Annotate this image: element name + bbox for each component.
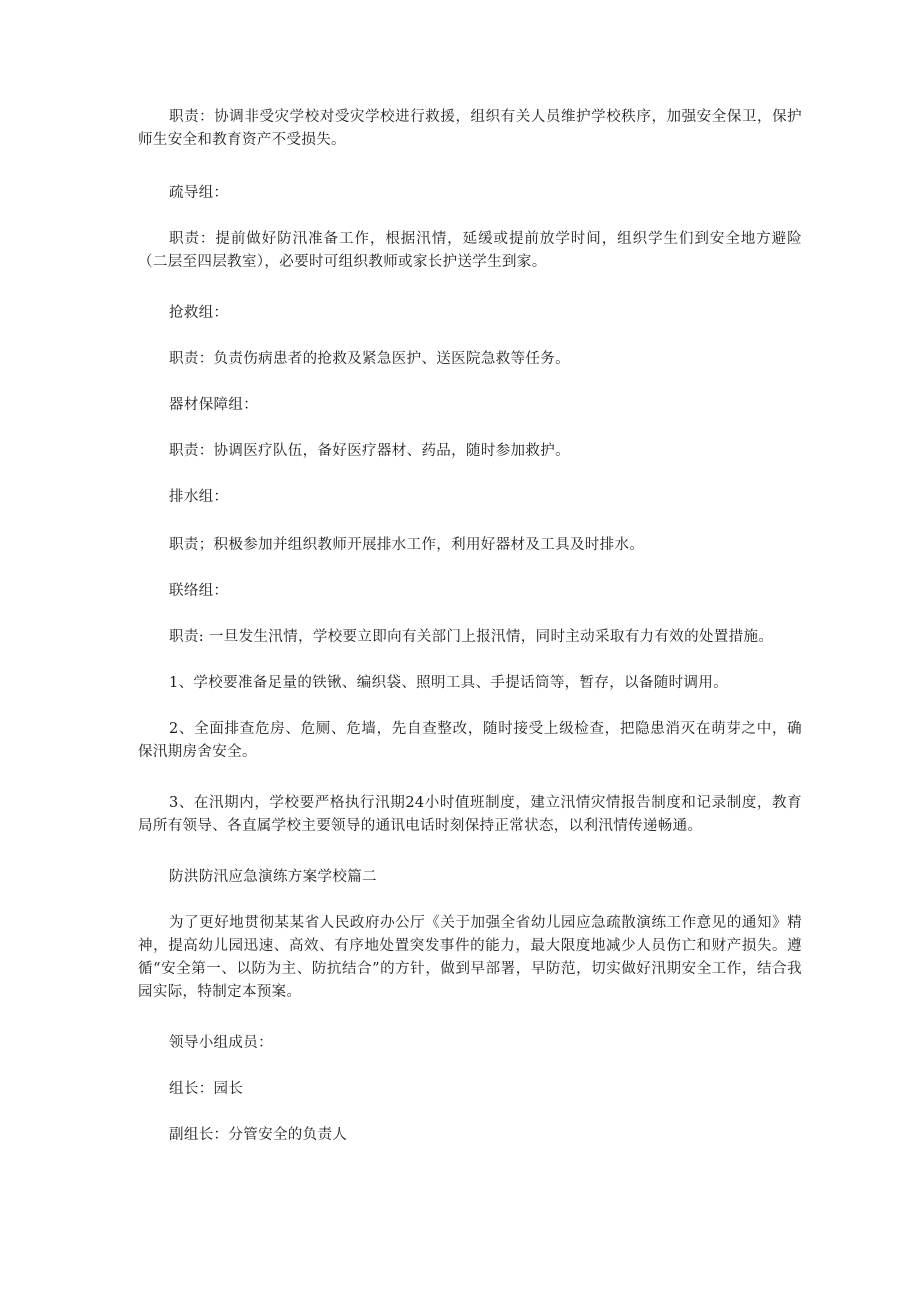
paragraph-duty-guidance: 职责：提前做好防汛准备工作，根据汛情，延缓或提前放学时间，组织学生们到安全地方避险（二层至四层教室），必要时可组织教师或家长护送学生到家。 — [138, 231, 802, 270]
paragraph-intro-part-two: 为了更好地贯彻某某省人民政府办公厅《关于加强全省幼儿园应急疏散演练工作意见的通知》精神，提高幼儿园迅速、高效、有序地处置突发事件的能力，最大限度地减少人员伤亡和财产损失。遵循“安全第一、以防为主、防抗结合”的方针，做到早部署，早防范，切实做好汛期安全工作，结合我园实际，特制定本预案。 — [138, 915, 802, 1000]
paragraph-duty-drainage: 职责；积极参加并组织教师开展排水工作，利用好器材及工具及时排水。 — [169, 537, 645, 553]
leader-entry: 组长：园长 — [169, 1081, 244, 1097]
paragraph-duty-liaison: 职责: 一旦发生汛情，学校要立即向有关部门上报汛情，同时主动采取有力有效的处置措施。 — [169, 629, 774, 645]
deputy-leader-entry: 副组长：分管安全的负责人 — [169, 1127, 348, 1143]
heading-rescue-group: 抢救组： — [169, 305, 229, 321]
paragraph-duty-coordination: 职责：协调非受灾学校对受灾学校进行救援，组织有关人员维护学校秩序，加强安全保卫，保护师生安全和教育资产不受损失。 — [138, 109, 802, 148]
paragraph-duty-rescue: 职责：负责伤病患者的抢救及紧急医护、送医院急救等任务。 — [169, 351, 570, 367]
heading-equipment-group: 器材保障组： — [169, 397, 259, 413]
heading-guidance-group: 疏导组： — [169, 185, 229, 201]
section-title-part-two: 防洪防汛应急演练方案学校篇二 — [169, 869, 377, 885]
paragraph-duty-equipment: 职责：协调医疗队伍，备好医疗器材、药品，随时参加救护。 — [169, 443, 570, 459]
heading-leadership-members: 领导小组成员： — [169, 1035, 273, 1051]
list-item-2: 2、全面排查危房、危厕、危墙，先自查整改，随时接受上级检查，把隐患消灭在萌芽之中，确保汛期房舍安全。 — [138, 721, 802, 760]
heading-liaison-group: 联络组： — [169, 583, 229, 599]
heading-drainage-group: 排水组： — [169, 489, 229, 505]
list-item-3: 3、在汛期内，学校要严格执行汛期24小时值班制度，建立汛情灾情报告制度和记录制度，教育局所有领导、各直属学校主要领导的通讯电话时刻保持正常状态，以利汛情传递畅通。 — [138, 795, 802, 834]
list-item-1: 1、学校要准备足量的铁锹、编织袋、照明工具、手提话筒等，暂存，以备随时调用。 — [169, 675, 729, 691]
